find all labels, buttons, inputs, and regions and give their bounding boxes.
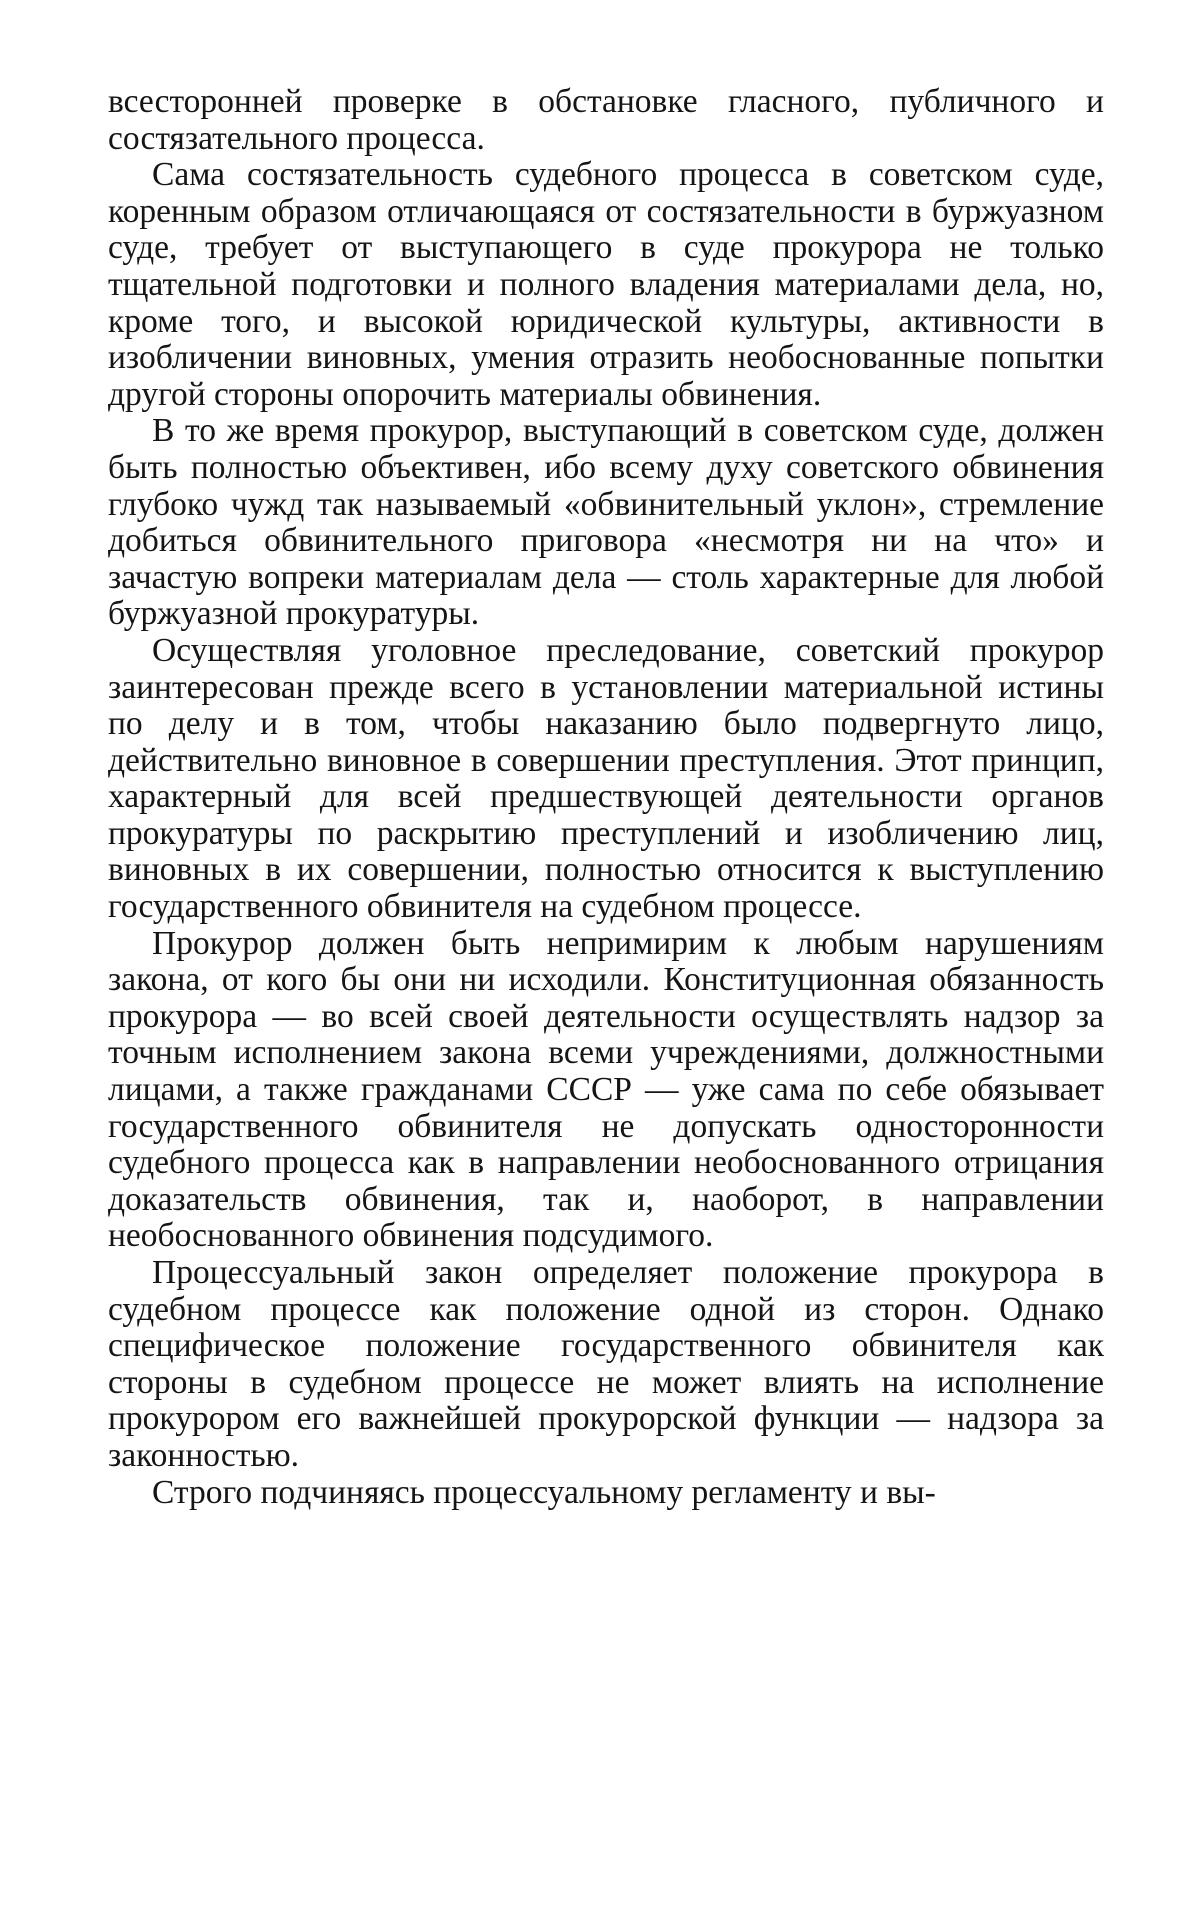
paragraph: В то же время прокурор, выступающий в советском суде, должен быть полностью объективен, ибо всему духу советского обвинения глубоко чужд так называемый «обвинительный уклон», стремление добиться обвинительного приговора «несмотря ни на что» и зачастую вопреки материалам дела — столь характерные для любой буржуазной прокуратуры. xyxy=(108,412,1104,633)
paragraph: Осуществляя уголовное преследование, советский прокурор заинтересован прежде всего в установлении материальной истины по делу и в том, чтобы наказанию было подвергнуто лицо, действительно виновное в совершении преступления. Этот принцип, характерный для всей предшествующей деятельности органов прокуратуры по раскрытию преступлений и изобличению лиц, виновных в их совершении, полностью относится к выступлению государственного обвинителя на судебном процессе. xyxy=(108,631,1104,926)
paragraph: Сама состязательность судебного процесса в советском суде, коренным образом отличающаяся от состязательности в буржуазном суде, требует от выступающего в суде прокурора не только тщательной подготовки и полного владения материалами дела, но, кроме того, и высокой юридической культуры, активности в изобличении виновных, умения отразить необоснованные попытки другой стороны опорочить материалы обвинения. xyxy=(108,156,1104,413)
paragraph-truncated: Строго подчиняясь процессуальному регламенту и вы- xyxy=(152,1473,936,1511)
document-page xyxy=(108,84,1104,1844)
paragraph: Прокурор должен быть непримирим к любым нарушениям закона, от кого бы они ни исходили. Конституционная обязанность прокурора — во всей своей деятельности осуществлять надзор за точным исполнением закона всеми учреждениями, должностными лицами, а также гражданами СССР — уже сама по себе обязывает государственного обвинителя не допускать односторонности судебного процесса как в направлении необоснованного отрицания доказательств обвинения, так и, наоборот, в направлении необоснованного обвинения подсудимого. xyxy=(108,924,1104,1255)
paragraph: Процессуальный закон определяет положение прокурора в судебном процессе как положение одной из сторон. Однако специфическое положение государственного обвинителя как стороны в судебном процессе не может влиять на исполнение прокурором его важнейшей прокурорской функции — надзора за законностью. xyxy=(108,1254,1104,1474)
paragraph-continued: всесторонней проверке в обстановке гласного, публичного и состязательного процесса. xyxy=(108,84,1104,157)
